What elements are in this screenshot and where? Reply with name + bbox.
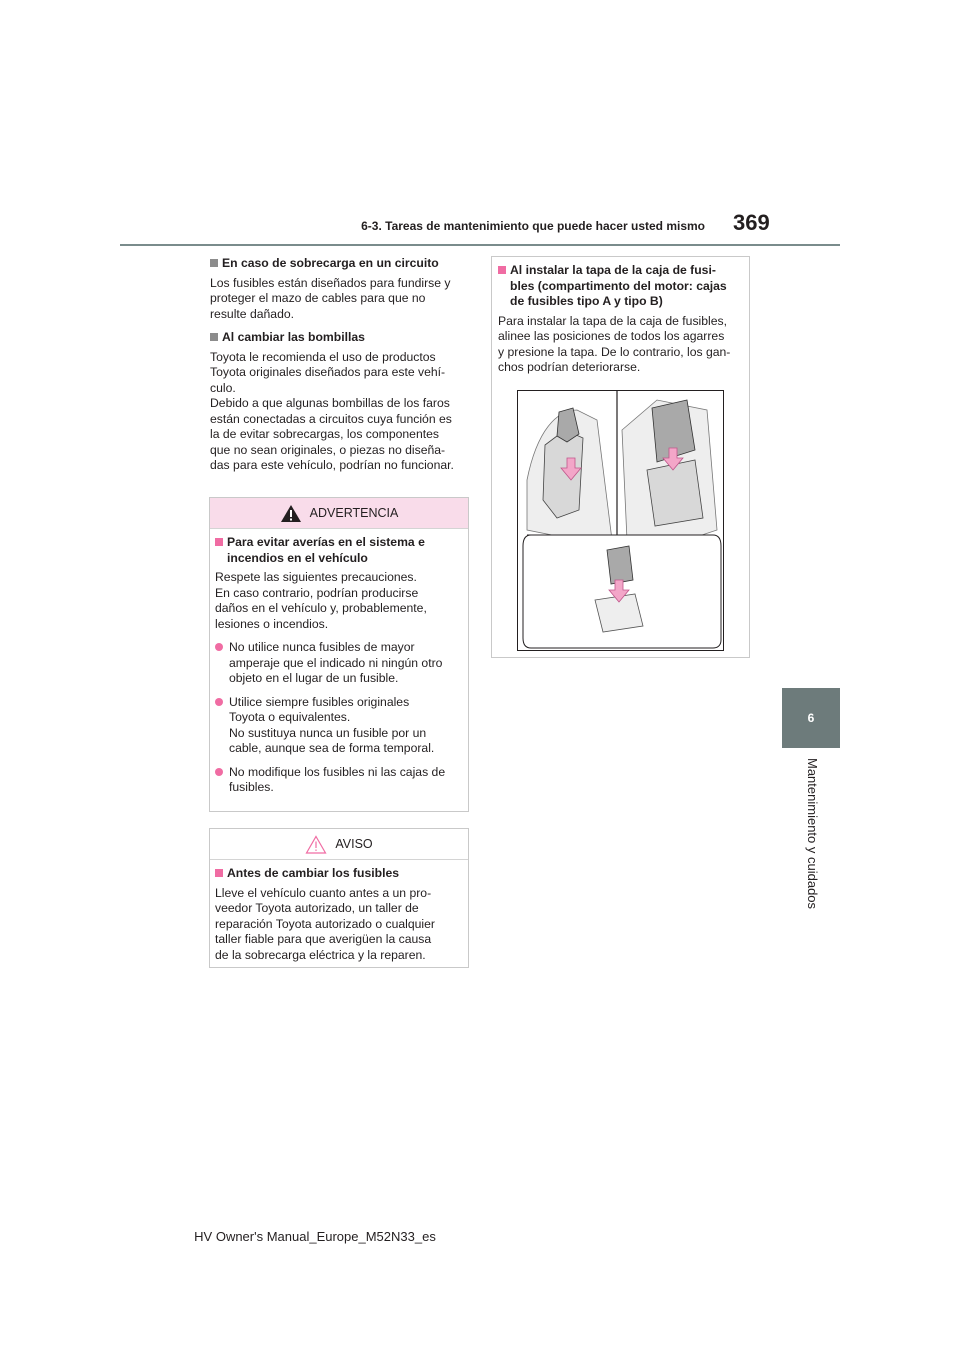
section-body: Los fusibles están diseñados para fundirse y proteger el mazo de cables para que no resulte dañado. [210, 275, 451, 321]
warning-bullet: No utilice nunca fusibles de mayor amperaje que el indicado ni ningún otro objeto en el lugar de un fusible. [215, 640, 463, 687]
square-bullet-icon [498, 266, 506, 274]
warning-bullet: No modifique los fusibles ni las cajas de fusibles. [215, 765, 463, 796]
section-heading: En caso de sobrecarga en un circuito [210, 256, 472, 272]
warning-heading: Para evitar averías en el sistema e incendios en el vehículo [215, 535, 463, 566]
chapter-label: Mantenimiento y cuidados [805, 758, 820, 910]
footer-manual-id: HV Owner's Manual_Europe_M52N33_es [194, 1229, 436, 1244]
square-bullet-icon [210, 333, 218, 341]
section-body: Toyota le recomienda el uso de productos Toyota originales diseñados para este vehí- culo. Debido a que algunas bombillas de los faros están conectadas a circuitos cuya función es la de evitar sobrecargas, los componentes que no sean originales, o piezas no diseña- das para este vehículo, podrían no funcionar. [210, 349, 454, 472]
notice-box [209, 828, 469, 968]
warning-box-title: ADVERTENCIA [309, 506, 399, 520]
warning-triangle-icon [280, 504, 302, 523]
notice-body: Lleve el vehículo cuanto antes a un pro- veedor Toyota autorizado, un taller de reparación Toyota autorizado o cualquier taller fiable para que averigüen la causa de la sobrecarga eléctrica y la reparen. [215, 885, 435, 962]
warning-intro: Respete las siguientes precauciones. En caso contrario, podrían producirse daños en el vehículo y, probablemente, lesiones o incendios. [215, 570, 427, 631]
notice-heading: Antes de cambiar los fusibles [215, 866, 463, 882]
warning-box [209, 497, 469, 812]
round-bullet-icon [215, 768, 223, 776]
header-divider [120, 244, 840, 246]
square-bullet-icon [210, 259, 218, 267]
fuse-cover-body: Para instalar la tapa de la caja de fusibles, alinee las posiciones de todos los agarres y presione la tapa. De lo contrario, los gan- chos podrían deteriorarse. [498, 313, 731, 374]
square-bullet-icon [215, 538, 223, 546]
notice-box-header [210, 829, 468, 860]
warning-bullet: Utilice siempre fusibles originales Toyota o equivalentes. No sustituya nunca un fusible por un cable, aunque sea de forma temporal. [215, 695, 463, 757]
warning-box-header [210, 498, 468, 529]
fuse-cover-heading: Al instalar la tapa de la caja de fusi- bles (compartimento del motor: cajas de fusibles tipo A y tipo B) [498, 263, 743, 310]
left-column [210, 256, 472, 482]
section-title: 6-3. Tareas de mantenimiento que puede hacer usted mismo [361, 219, 705, 233]
page-number: 369 [733, 210, 770, 235]
notice-box-title: AVISO [335, 837, 373, 851]
fuse-box-cover-illustration [517, 390, 724, 651]
round-bullet-icon [215, 643, 223, 651]
section-heading: Al cambiar las bombillas [210, 330, 472, 346]
square-bullet-icon [215, 869, 223, 877]
caution-triangle-icon [305, 835, 327, 854]
chapter-tab: 6 [782, 688, 840, 748]
round-bullet-icon [215, 698, 223, 706]
fuse-cover-box [491, 256, 750, 658]
